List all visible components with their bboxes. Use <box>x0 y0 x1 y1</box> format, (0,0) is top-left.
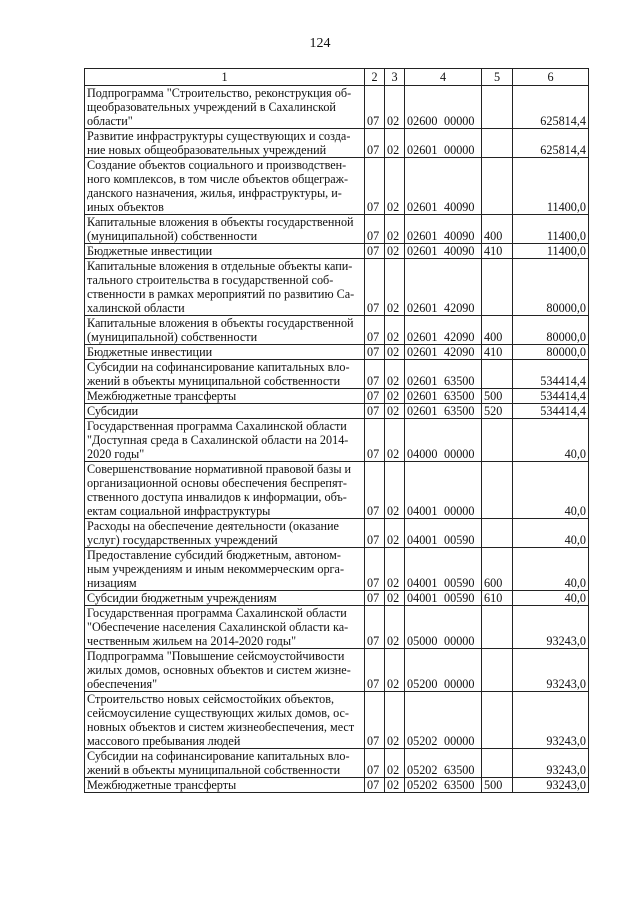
row-subsection: 02 <box>385 548 405 591</box>
row-name: Субсидии на софинансирование капитальных вло- жений в объекты муниципальной собственности <box>85 360 365 389</box>
row-name: Создание объектов социального и производствен- ного комплексов, в том числе объектов общеграж- данского назначения, жилья, инфраструктуры, и- иных объектов <box>85 158 365 215</box>
row-section: 07 <box>365 360 385 389</box>
row-name: Расходы на обеспечение деятельности (оказание услуг) государственных учреждений <box>85 519 365 548</box>
header-col-1: 1 <box>85 69 365 86</box>
row-expense-type <box>482 419 513 462</box>
row-amount: 40,0 <box>513 548 589 591</box>
table-row <box>85 419 589 462</box>
row-subsection: 02 <box>385 215 405 244</box>
row-section: 07 <box>365 259 385 316</box>
row-amount: 534414,4 <box>513 389 589 404</box>
row-expense-type <box>482 692 513 749</box>
row-target-article: 02601 40090 <box>405 244 482 259</box>
row-subsection: 02 <box>385 259 405 316</box>
row-section: 07 <box>365 215 385 244</box>
row-expense-type: 410 <box>482 244 513 259</box>
row-section: 07 <box>365 591 385 606</box>
row-target-article: 02601 00000 <box>405 129 482 158</box>
row-target-article: 05200 00000 <box>405 649 482 692</box>
row-target-article: 02601 42090 <box>405 259 482 316</box>
table-row <box>85 360 589 389</box>
row-target-article: 04001 00000 <box>405 462 482 519</box>
row-subsection: 02 <box>385 778 405 793</box>
table-row <box>85 548 589 591</box>
row-expense-type: 500 <box>482 778 513 793</box>
row-expense-type <box>482 158 513 215</box>
row-amount: 625814,4 <box>513 86 589 129</box>
row-amount: 40,0 <box>513 419 589 462</box>
row-name: Бюджетные инвестиции <box>85 345 365 360</box>
row-name: Межбюджетные трансферты <box>85 389 365 404</box>
row-subsection: 02 <box>385 749 405 778</box>
row-subsection: 02 <box>385 129 405 158</box>
row-expense-type: 400 <box>482 215 513 244</box>
row-subsection: 02 <box>385 158 405 215</box>
header-col-4: 4 <box>405 69 482 86</box>
table-row <box>85 692 589 749</box>
row-target-article: 05202 63500 <box>405 778 482 793</box>
row-name: Бюджетные инвестиции <box>85 244 365 259</box>
row-subsection: 02 <box>385 360 405 389</box>
row-subsection: 02 <box>385 316 405 345</box>
row-section: 07 <box>365 419 385 462</box>
row-section: 07 <box>365 86 385 129</box>
row-target-article: 04000 00000 <box>405 419 482 462</box>
row-target-article: 02601 63500 <box>405 360 482 389</box>
table-row <box>85 215 589 244</box>
row-section: 07 <box>365 548 385 591</box>
row-subsection: 02 <box>385 591 405 606</box>
row-section: 07 <box>365 345 385 360</box>
row-amount: 11400,0 <box>513 244 589 259</box>
row-section: 07 <box>365 389 385 404</box>
row-target-article: 04001 00590 <box>405 519 482 548</box>
row-amount: 80000,0 <box>513 316 589 345</box>
row-section: 07 <box>365 692 385 749</box>
table-row <box>85 462 589 519</box>
row-name: Предоставление субсидий бюджетным, автоном- ным учреждениям и иным некоммерческим орга- низациям <box>85 548 365 591</box>
row-expense-type: 410 <box>482 345 513 360</box>
row-target-article: 05202 00000 <box>405 692 482 749</box>
row-target-article: 02601 40090 <box>405 158 482 215</box>
row-name: Субсидии <box>85 404 365 419</box>
row-amount: 11400,0 <box>513 215 589 244</box>
row-amount: 93243,0 <box>513 749 589 778</box>
row-subsection: 02 <box>385 345 405 360</box>
row-target-article: 02601 63500 <box>405 404 482 419</box>
row-section: 07 <box>365 519 385 548</box>
row-subsection: 02 <box>385 519 405 548</box>
table-row <box>85 316 589 345</box>
table-row <box>85 345 589 360</box>
row-subsection: 02 <box>385 389 405 404</box>
row-expense-type: 500 <box>482 389 513 404</box>
row-name: Развитие инфраструктуры существующих и созда- ние новых общеобразовательных учреждений <box>85 129 365 158</box>
row-subsection: 02 <box>385 649 405 692</box>
table-row <box>85 129 589 158</box>
row-section: 07 <box>365 778 385 793</box>
row-expense-type <box>482 129 513 158</box>
row-expense-type <box>482 649 513 692</box>
row-target-article: 05000 00000 <box>405 606 482 649</box>
row-name: Межбюджетные трансферты <box>85 778 365 793</box>
row-target-article: 02601 42090 <box>405 316 482 345</box>
table-row <box>85 749 589 778</box>
row-name: Совершенствование нормативной правовой базы и организационной основы обеспечения беспрепят- ственного доступа инвалидов к информации, объ- ектам социальной инфраструктуры <box>85 462 365 519</box>
table-row <box>85 649 589 692</box>
row-name: Государственная программа Сахалинской области "Обеспечение населения Сахалинской области ка- чественным жильем на 2014-2020 годы" <box>85 606 365 649</box>
row-target-article: 05202 63500 <box>405 749 482 778</box>
header-col-6: 6 <box>513 69 589 86</box>
row-section: 07 <box>365 316 385 345</box>
row-subsection: 02 <box>385 404 405 419</box>
row-name: Капитальные вложения в отдельные объекты капи- тального строительства в государственной соб- ственности в рамках мероприятий по развитию Са- халинской области <box>85 259 365 316</box>
row-amount: 93243,0 <box>513 649 589 692</box>
row-subsection: 02 <box>385 244 405 259</box>
table-row <box>85 606 589 649</box>
row-section: 07 <box>365 606 385 649</box>
row-amount: 40,0 <box>513 591 589 606</box>
row-expense-type <box>482 749 513 778</box>
row-expense-type: 610 <box>482 591 513 606</box>
row-amount: 93243,0 <box>513 778 589 793</box>
row-section: 07 <box>365 462 385 519</box>
row-name: Строительство новых сейсмостойких объектов, сейсмоусиление существующих жилых домов, ос- новных объектов и систем жизнеобеспечения, мест массового пребывания людей <box>85 692 365 749</box>
table-header-row <box>85 69 589 86</box>
row-name: Подпрограмма "Повышение сейсмоустойчивости жилых домов, основных объектов и систем жизне- обеспечения" <box>85 649 365 692</box>
row-expense-type: 400 <box>482 316 513 345</box>
row-amount: 40,0 <box>513 462 589 519</box>
row-subsection: 02 <box>385 606 405 649</box>
header-col-3: 3 <box>385 69 405 86</box>
row-amount: 80000,0 <box>513 345 589 360</box>
row-subsection: 02 <box>385 692 405 749</box>
table-row <box>85 259 589 316</box>
row-expense-type <box>482 519 513 548</box>
row-section: 07 <box>365 649 385 692</box>
row-expense-type <box>482 462 513 519</box>
table-row <box>85 86 589 129</box>
row-amount: 534414,4 <box>513 360 589 389</box>
header-col-2: 2 <box>365 69 385 86</box>
row-amount: 93243,0 <box>513 692 589 749</box>
row-target-article: 04001 00590 <box>405 548 482 591</box>
table-row <box>85 519 589 548</box>
table-row <box>85 404 589 419</box>
row-target-article: 04001 00590 <box>405 591 482 606</box>
row-amount: 93243,0 <box>513 606 589 649</box>
row-name: Капитальные вложения в объекты государственной (муниципальной) собственности <box>85 316 365 345</box>
row-expense-type <box>482 259 513 316</box>
header-col-5: 5 <box>482 69 513 86</box>
row-section: 07 <box>365 158 385 215</box>
row-name: Субсидии бюджетным учреждениям <box>85 591 365 606</box>
row-section: 07 <box>365 404 385 419</box>
row-name: Капитальные вложения в объекты государственной (муниципальной) собственности <box>85 215 365 244</box>
row-target-article: 02601 40090 <box>405 215 482 244</box>
row-name: Подпрограмма "Строительство, реконструкция об- щеобразовательных учреждений в Сахалинской области" <box>85 86 365 129</box>
table-body <box>85 86 589 793</box>
row-name: Субсидии на софинансирование капитальных вло- жений в объекты муниципальной собственности <box>85 749 365 778</box>
table-row <box>85 778 589 793</box>
row-target-article: 02600 00000 <box>405 86 482 129</box>
row-expense-type <box>482 606 513 649</box>
row-target-article: 02601 42090 <box>405 345 482 360</box>
row-subsection: 02 <box>385 462 405 519</box>
row-section: 07 <box>365 749 385 778</box>
row-amount: 534414,4 <box>513 404 589 419</box>
row-expense-type <box>482 86 513 129</box>
row-subsection: 02 <box>385 419 405 462</box>
table-row <box>85 389 589 404</box>
table-row <box>85 244 589 259</box>
row-name: Государственная программа Сахалинской области "Доступная среда в Сахалинской области на 2014- 2020 годы" <box>85 419 365 462</box>
row-amount: 625814,4 <box>513 129 589 158</box>
row-target-article: 02601 63500 <box>405 389 482 404</box>
table-row <box>85 158 589 215</box>
row-expense-type: 520 <box>482 404 513 419</box>
row-amount: 11400,0 <box>513 158 589 215</box>
row-section: 07 <box>365 129 385 158</box>
row-expense-type <box>482 360 513 389</box>
row-subsection: 02 <box>385 86 405 129</box>
page-number: 124 <box>309 36 331 51</box>
row-section: 07 <box>365 244 385 259</box>
budget-table <box>84 68 589 793</box>
table-row <box>85 591 589 606</box>
row-amount: 80000,0 <box>513 259 589 316</box>
row-expense-type: 600 <box>482 548 513 591</box>
row-amount: 40,0 <box>513 519 589 548</box>
